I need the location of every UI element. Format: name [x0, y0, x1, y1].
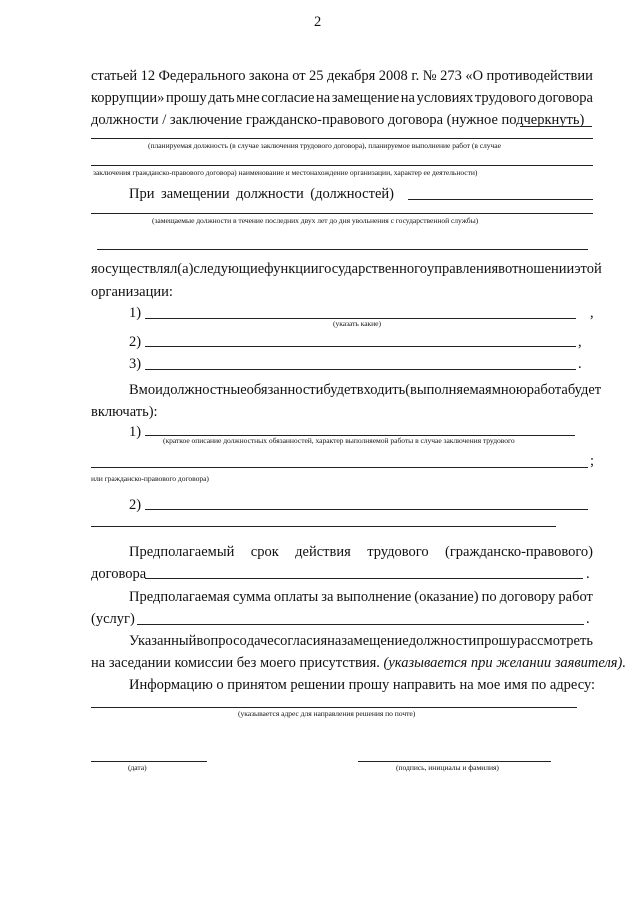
word: функции	[264, 261, 319, 277]
word: рассмотреть	[517, 633, 593, 649]
contract-field[interactable]	[91, 165, 593, 166]
word: 2008 г.	[378, 68, 420, 84]
address-field[interactable]	[91, 707, 577, 708]
absence-normal-text: на заседании комиссии без моего присутствия.	[91, 655, 380, 671]
paragraph1-line1	[91, 67, 593, 85]
word: статьей	[91, 68, 138, 84]
word: даче	[246, 633, 274, 649]
term-field[interactable]	[145, 578, 583, 579]
word: дать	[208, 90, 235, 106]
word: отношении	[505, 261, 575, 277]
date-field[interactable]	[91, 761, 207, 762]
word: этой	[574, 261, 602, 277]
word: прошу	[166, 90, 207, 106]
word: работа	[526, 382, 568, 398]
word: трудового	[367, 544, 429, 560]
absence-line2	[91, 654, 626, 672]
word: будет	[323, 382, 357, 398]
word: работ	[558, 589, 593, 605]
positions-row	[129, 185, 394, 203]
word: замещении	[161, 186, 230, 202]
word: в	[498, 261, 506, 277]
positions-field-3[interactable]	[97, 249, 588, 250]
caption-duties-2: или гражданско-правового договора)	[91, 474, 209, 483]
word: срок	[250, 544, 279, 560]
duties-line2: включать):	[91, 404, 158, 420]
functions-line2: организации:	[91, 284, 173, 300]
word: должности	[408, 633, 477, 649]
absence-italic-note: (указывается при желании заявителя).	[383, 655, 626, 671]
word: (выполняемая	[405, 382, 492, 398]
word: выполнение	[336, 589, 412, 605]
info-line: Информацию о принятом решении прошу направить на мое имя по адресу:	[129, 677, 596, 693]
duties-item2-field-2[interactable]	[91, 526, 556, 527]
word: входить	[356, 382, 406, 398]
word: условиях	[416, 90, 474, 106]
word: по	[481, 589, 497, 605]
word: на	[327, 633, 342, 649]
word: за	[321, 589, 334, 605]
functions-item2-num: 2)	[129, 334, 142, 350]
word: будет	[567, 382, 602, 398]
word: Указанный	[129, 633, 197, 649]
word: декабря	[326, 68, 376, 84]
word: согласия	[273, 633, 328, 649]
word: мною	[491, 382, 527, 398]
caption-signature: (подпись, инициалы и фамилия)	[396, 763, 499, 772]
word: должностные	[162, 382, 247, 398]
positions-field[interactable]	[408, 199, 593, 200]
caption-date: (дата)	[128, 763, 147, 772]
word: следующие	[193, 261, 265, 277]
word: замещение	[331, 90, 400, 106]
word: государственного	[318, 261, 427, 277]
caption-position: (планируемая должность (в случае заключения трудового договора), планируемое выполнение работ (в случае	[148, 141, 501, 150]
word: согласие	[261, 90, 315, 106]
duties-item1-num: 1)	[129, 424, 142, 440]
word: закона	[248, 68, 289, 84]
word: противодействии	[486, 68, 593, 84]
sum-line1	[129, 588, 593, 606]
word: управления	[426, 261, 499, 277]
paragraph1-line3: должности / заключение гражданско-правового договора (нужное подчеркнуть)	[91, 112, 585, 128]
absence-line1	[129, 632, 593, 650]
functions-item1-num: 1)	[129, 305, 142, 321]
duties-item1-field-2[interactable]	[91, 467, 588, 468]
signature-field[interactable]	[358, 761, 551, 762]
duties-item2-num: 2)	[129, 497, 142, 513]
word: «О	[465, 68, 484, 84]
word: В	[129, 382, 139, 398]
word: на	[400, 90, 415, 106]
word: (гражданско-правового)	[445, 544, 593, 560]
sum-line2-end: .	[586, 611, 590, 627]
duties-line1	[129, 381, 602, 399]
word: Федерального	[158, 68, 246, 84]
word: договора	[537, 90, 593, 106]
word: коррупции»	[91, 90, 165, 106]
word: вопрос	[196, 633, 240, 649]
word: (оказание)	[414, 589, 479, 605]
word: договору	[499, 589, 556, 605]
duties-item1-end: ;	[590, 453, 595, 469]
functions-line1	[91, 260, 602, 278]
functions-item2-field[interactable]	[145, 346, 576, 347]
sum-line2: (услуг)	[91, 611, 135, 627]
word: (должностей)	[310, 186, 394, 202]
word: о	[239, 633, 247, 649]
word: действия	[295, 544, 351, 560]
word: оплаты	[273, 589, 319, 605]
word: от	[292, 68, 306, 84]
caption-functions: (указать какие)	[333, 319, 381, 328]
functions-item2-end: ,	[578, 334, 582, 350]
word: сумма	[232, 589, 271, 605]
word: Предполагаемый	[129, 544, 235, 560]
word: на	[316, 90, 331, 106]
word: мне	[236, 90, 260, 106]
functions-item1-end: ,	[590, 305, 594, 321]
word: осуществлял(а)	[97, 261, 194, 277]
functions-item3-field[interactable]	[145, 369, 576, 370]
word: обязанности	[246, 382, 324, 398]
word: 25	[309, 68, 324, 84]
positions-field-2[interactable]	[91, 213, 593, 214]
word: 12	[140, 68, 156, 84]
word: прошу	[476, 633, 517, 649]
word: трудового	[474, 90, 537, 106]
word: я	[91, 261, 98, 277]
word: замещение	[341, 633, 409, 649]
caption-duties: (краткое описание должностных обязанностей, характер выполняемой работы в случае заключения трудового	[163, 436, 515, 445]
word: При	[129, 186, 155, 202]
position-field[interactable]	[91, 138, 593, 139]
paragraph1-line2	[91, 89, 593, 107]
sum-field[interactable]	[137, 624, 584, 625]
functions-item3-num: 3)	[129, 356, 142, 372]
caption-positions: (замещаемые должности в течение последних двух лет до дня увольнения с государственной службы)	[152, 216, 479, 225]
word: № 273	[422, 68, 462, 84]
word: должности	[236, 186, 304, 202]
term-line2-end: .	[586, 566, 590, 582]
caption-contract: заключения гражданско-правового договора) наименование и местонахождение организации, характер ее деятельности)	[93, 168, 478, 177]
word: Предполагаемая	[129, 589, 230, 605]
functions-item3-end: .	[578, 356, 582, 372]
term-line1	[129, 543, 593, 561]
underline-field[interactable]	[520, 126, 592, 127]
caption-address: (указывается адрес для направления решения по почте)	[238, 709, 416, 718]
page-number: 2	[314, 14, 322, 30]
duties-item2-field[interactable]	[145, 509, 588, 510]
word: мои	[138, 382, 163, 398]
term-line2: договора	[91, 566, 147, 582]
